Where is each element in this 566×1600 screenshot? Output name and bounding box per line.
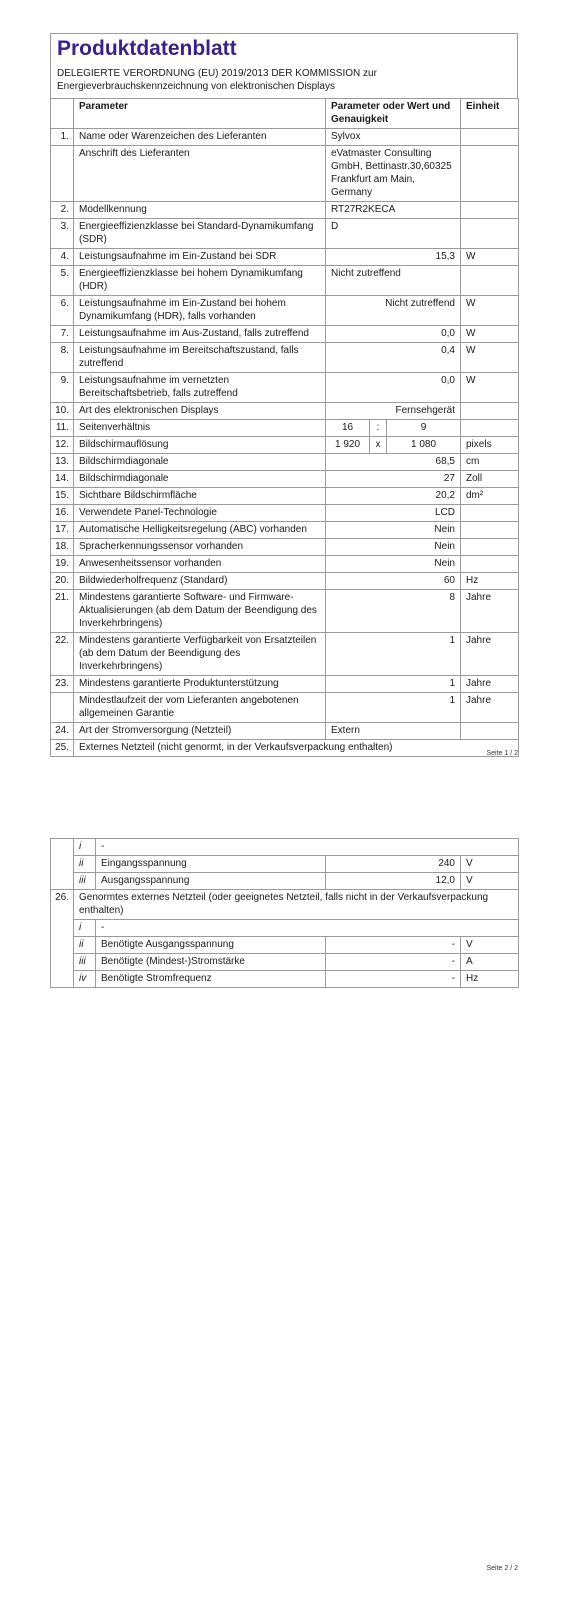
product-data-table: [50, 98, 519, 757]
aspect-separator: :: [370, 420, 387, 437]
table-row: [51, 266, 519, 296]
row-label: Genormtes externes Netzteil (oder geeignetes Netzteil, falls nicht in der Verkaufsverpackung enthalten): [74, 890, 519, 920]
table-row: [51, 403, 519, 420]
aspect-width: 16: [326, 420, 370, 437]
table-row: [51, 522, 519, 539]
sub-index: iii: [74, 954, 96, 971]
row-number: 25.: [51, 740, 74, 757]
row-value: Nicht zutreffend: [326, 296, 461, 326]
row-value: -: [326, 937, 461, 954]
row-value: 20,2: [326, 488, 461, 505]
row-number: 2.: [51, 202, 74, 219]
row-number: 16.: [51, 505, 74, 522]
row-unit: [461, 723, 519, 740]
row-number: 9.: [51, 373, 74, 403]
row-label: Bildschirmdiagonale: [74, 454, 326, 471]
document-subtitle: [57, 67, 511, 93]
row-number: [51, 873, 74, 890]
row-label: Sichtbare Bildschirmfläche: [74, 488, 326, 505]
row-label: -: [96, 839, 519, 856]
row-unit: pixels: [461, 437, 519, 454]
row-value: 0,0: [326, 373, 461, 403]
row-unit: [461, 202, 519, 219]
row-unit: [461, 522, 519, 539]
row-label: Benötigte Ausgangsspannung: [96, 937, 326, 954]
row-label: Mindestlaufzeit der vom Lieferanten angebotenen allgemeinen Garantie: [74, 693, 326, 723]
row-value: Nein: [326, 539, 461, 556]
row-unit: [461, 556, 519, 573]
table-row: [51, 488, 519, 505]
table-row: [51, 505, 519, 522]
row-value: 27: [326, 471, 461, 488]
table-row: [51, 420, 519, 437]
row-unit: [461, 420, 519, 437]
row-unit: Jahre: [461, 633, 519, 676]
table-row: [51, 454, 519, 471]
row-label: Mindestens garantierte Produktunterstützung: [74, 676, 326, 693]
row-unit: [461, 219, 519, 249]
row-number: [51, 937, 74, 954]
row-value: -: [326, 954, 461, 971]
table-row: [51, 249, 519, 266]
row-value: 60: [326, 573, 461, 590]
table-row: [51, 856, 519, 873]
row-number: [51, 856, 74, 873]
row-value: 1: [326, 676, 461, 693]
row-number: 12.: [51, 437, 74, 454]
table-row: [51, 937, 519, 954]
row-number: 24.: [51, 723, 74, 740]
row-number: 17.: [51, 522, 74, 539]
row-unit: Jahre: [461, 693, 519, 723]
table-row: [51, 873, 519, 890]
row-label: Art des elektronischen Displays: [74, 403, 326, 420]
product-data-table-continued: [50, 838, 519, 988]
row-value: 1: [326, 633, 461, 676]
resolution-width: 1 920: [326, 437, 370, 454]
resolution-height: 1 080: [387, 437, 461, 454]
datasheet-page-1: [50, 33, 518, 757]
row-value: Extern: [326, 723, 461, 740]
table-row: [51, 971, 519, 988]
sub-index: iii: [74, 873, 96, 890]
row-label: Energieeffizienzklasse bei hohem Dynamikumfang (HDR): [74, 266, 326, 296]
row-unit: W: [461, 249, 519, 266]
row-number: 10.: [51, 403, 74, 420]
page-footer-1: Seite 1 / 2: [486, 750, 518, 757]
document-title: Produktdatenblatt: [57, 37, 237, 60]
page-footer-2: Seite 2 / 2: [486, 1565, 518, 1572]
row-label: Benötigte Stromfrequenz: [96, 971, 326, 988]
row-value: Sylvox: [326, 129, 461, 146]
row-label: Anschrift des Lieferanten: [74, 146, 326, 202]
resolution-separator: x: [370, 437, 387, 454]
row-unit: Jahre: [461, 590, 519, 633]
row-label: Eingangsspannung: [96, 856, 326, 873]
row-number: [51, 693, 74, 723]
row-unit: V: [461, 856, 519, 873]
row-unit: [461, 505, 519, 522]
row-label: Bildschirmdiagonale: [74, 471, 326, 488]
row-value: -: [326, 971, 461, 988]
row-number: [51, 146, 74, 202]
row-value: 0,4: [326, 343, 461, 373]
row-value: Nicht zutreffend: [326, 266, 461, 296]
row-label: Spracherkennungssensor vorhanden: [74, 539, 326, 556]
row-number: 22.: [51, 633, 74, 676]
row-unit: W: [461, 343, 519, 373]
row-label: Automatische Helligkeitsregelung (ABC) vorhanden: [74, 522, 326, 539]
row-number: [51, 954, 74, 971]
row-unit: [461, 266, 519, 296]
row-unit: Jahre: [461, 676, 519, 693]
row-number: 26.: [51, 890, 74, 920]
row-value: 15,3: [326, 249, 461, 266]
row-value: RT27R2KECA: [326, 202, 461, 219]
row-value: 240: [326, 856, 461, 873]
table-row: [51, 146, 519, 202]
row-label: Seitenverhältnis: [74, 420, 326, 437]
sub-index: ii: [74, 856, 96, 873]
row-unit: W: [461, 373, 519, 403]
table-row: [51, 471, 519, 488]
row-number: 21.: [51, 590, 74, 633]
row-unit: cm: [461, 454, 519, 471]
table-row: [51, 556, 519, 573]
row-label: Leistungsaufnahme im Ein-Zustand bei SDR: [74, 249, 326, 266]
table-row: [51, 633, 519, 676]
row-value: 8: [326, 590, 461, 633]
row-label: Leistungsaufnahme im Aus-Zustand, falls zutreffend: [74, 326, 326, 343]
row-unit: Hz: [461, 573, 519, 590]
row-number: 5.: [51, 266, 74, 296]
row-unit: V: [461, 873, 519, 890]
table-row: [51, 573, 519, 590]
row-number: 13.: [51, 454, 74, 471]
row-label: Bildwiederholfrequenz (Standard): [74, 573, 326, 590]
row-label: Anwesenheitssensor vorhanden: [74, 556, 326, 573]
row-label: Benötigte (Mindest-)Stromstärke: [96, 954, 326, 971]
sub-index: i: [74, 839, 96, 856]
table-row: [51, 373, 519, 403]
table-row: [51, 343, 519, 373]
row-label: Art der Stromversorgung (Netzteil): [74, 723, 326, 740]
header-number: [51, 99, 74, 129]
row-value: Nein: [326, 556, 461, 573]
row-number: 23.: [51, 676, 74, 693]
row-value: Nein: [326, 522, 461, 539]
table-row: [51, 890, 519, 920]
header-parameter: Parameter: [74, 99, 326, 129]
sub-index: i: [74, 920, 96, 937]
table-row: [51, 676, 519, 693]
row-label: Name oder Warenzeichen des Lieferanten: [74, 129, 326, 146]
row-value: D: [326, 219, 461, 249]
row-unit: [461, 539, 519, 556]
table-row: [51, 693, 519, 723]
row-number: 20.: [51, 573, 74, 590]
row-label: Mindestens garantierte Software- und Firmware-Aktualisierungen (ab dem Datum der Beendigung des Inverkehrbringens): [74, 590, 326, 633]
table-row: [51, 326, 519, 343]
header-value: Parameter oder Wert und Genauigkeit: [326, 99, 461, 129]
row-label: -: [96, 920, 519, 937]
table-row: [51, 723, 519, 740]
row-label: Bildschirmauflösung: [74, 437, 326, 454]
row-unit: Hz: [461, 971, 519, 988]
table-row: [51, 920, 519, 937]
row-number: 14.: [51, 471, 74, 488]
row-value: 1: [326, 693, 461, 723]
row-unit: V: [461, 937, 519, 954]
row-value: LCD: [326, 505, 461, 522]
row-label: Leistungsaufnahme im Bereitschaftszustand, falls zutreffend: [74, 343, 326, 373]
row-number: [51, 971, 74, 988]
row-unit: A: [461, 954, 519, 971]
subtitle-line-1: DELEGIERTE VERORDNUNG (EU) 2019/2013 DER KOMMISSION zur: [57, 68, 377, 79]
table-row: [51, 954, 519, 971]
row-unit: dm²: [461, 488, 519, 505]
table-row: [51, 740, 519, 757]
table-row: [51, 202, 519, 219]
row-label: Leistungsaufnahme im Ein-Zustand bei hohem Dynamikumfang (HDR), falls vorhanden: [74, 296, 326, 326]
row-value: Fernsehgerät: [326, 403, 461, 420]
row-number: 11.: [51, 420, 74, 437]
row-label: Modellkennung: [74, 202, 326, 219]
sub-index: ii: [74, 937, 96, 954]
row-unit: W: [461, 326, 519, 343]
table-row: [51, 129, 519, 146]
row-label: Ausgangsspannung: [96, 873, 326, 890]
row-unit: W: [461, 296, 519, 326]
row-unit: [461, 129, 519, 146]
row-number: 18.: [51, 539, 74, 556]
row-number: 7.: [51, 326, 74, 343]
table-row: [51, 296, 519, 326]
aspect-height: 9: [387, 420, 461, 437]
table-row: [51, 590, 519, 633]
row-label: Verwendete Panel-Technologie: [74, 505, 326, 522]
row-number: [51, 839, 74, 856]
datasheet-page-2: [50, 838, 518, 988]
row-unit: [461, 403, 519, 420]
row-number: 8.: [51, 343, 74, 373]
row-number: 4.: [51, 249, 74, 266]
row-number: 15.: [51, 488, 74, 505]
table-row: [51, 437, 519, 454]
row-number: 3.: [51, 219, 74, 249]
row-unit: [461, 146, 519, 202]
row-value: 12,0: [326, 873, 461, 890]
table-row: [51, 839, 519, 856]
row-value: 68,5: [326, 454, 461, 471]
row-value: eVatmaster Consulting GmbH, Bettinastr.30,60325 Frankfurt am Main, Germany: [326, 146, 461, 202]
subtitle-line-2: Energieverbrauchskennzeichnung von elektronischen Displays: [57, 81, 335, 92]
row-unit: Zoll: [461, 471, 519, 488]
row-number: [51, 920, 74, 937]
row-number: 6.: [51, 296, 74, 326]
table-row: [51, 539, 519, 556]
header-unit: Einheit: [461, 99, 519, 129]
table-row: [51, 219, 519, 249]
row-label: Externes Netzteil (nicht genormt, in der Verkaufsverpackung enthalten): [74, 740, 519, 757]
title-box: [50, 33, 518, 98]
row-number: 1.: [51, 129, 74, 146]
row-value: 0,0: [326, 326, 461, 343]
row-label: Mindestens garantierte Verfügbarkeit von Ersatzteilen (ab dem Datum der Beendigung des Inverkehrbringens): [74, 633, 326, 676]
sub-index: iv: [74, 971, 96, 988]
row-number: 19.: [51, 556, 74, 573]
table-header-row: [51, 99, 519, 129]
row-label: Energieeffizienzklasse bei Standard-Dynamikumfang (SDR): [74, 219, 326, 249]
row-label: Leistungsaufnahme im vernetzten Bereitschaftsbetrieb, falls zutreffend: [74, 373, 326, 403]
